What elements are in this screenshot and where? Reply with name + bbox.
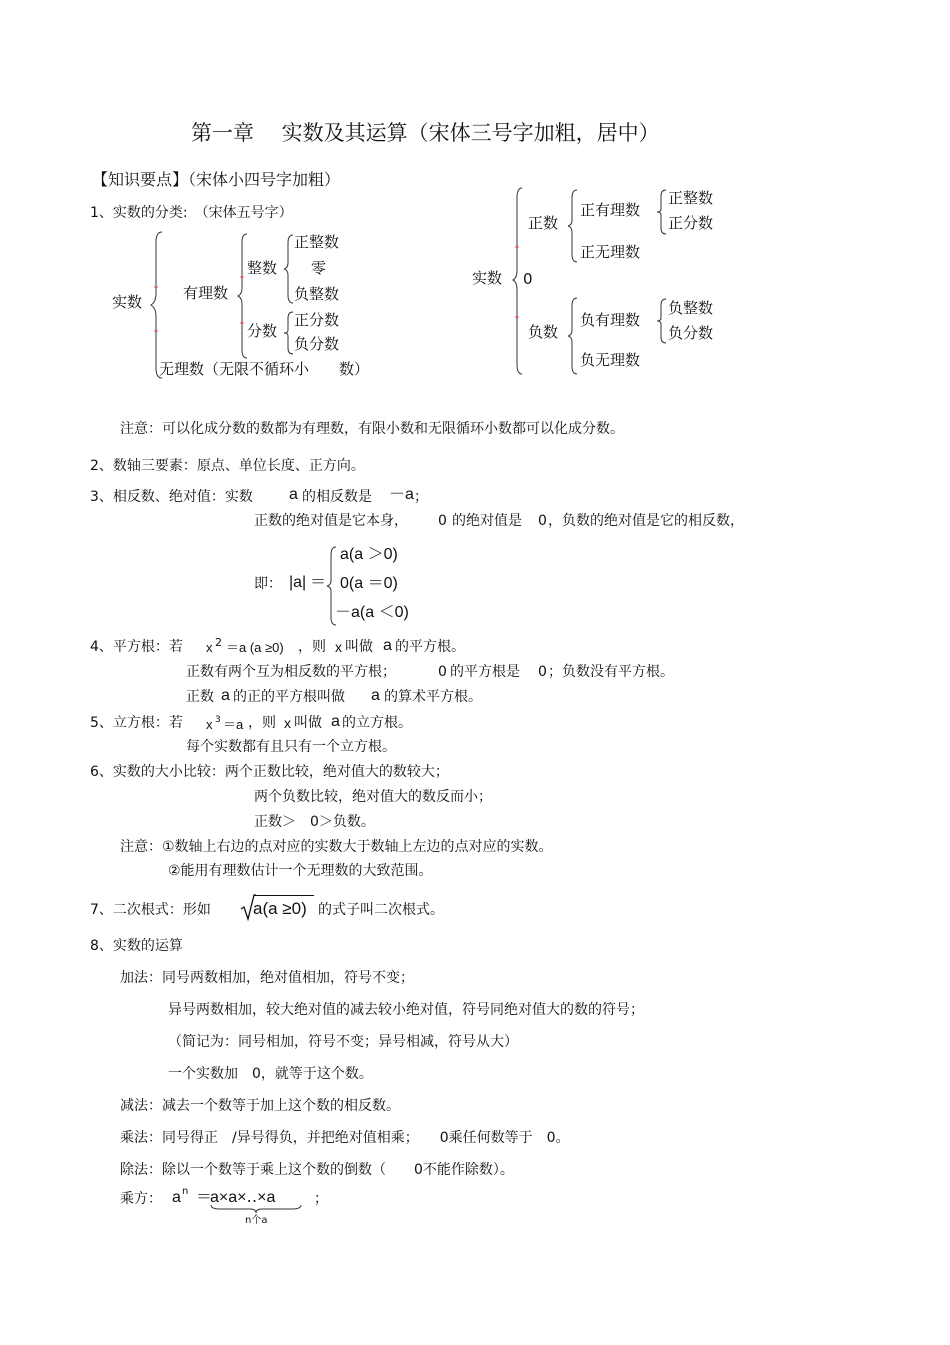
tree1-brace-rational [237,232,249,360]
s8-pow-label: 乘方： [120,1191,162,1207]
s3-case1: a(a ＞0) [340,546,398,563]
s3-abs-a: |a| [289,574,307,591]
tree2-neg-frac: 负分数 [668,324,714,342]
tree2-root: 实数 [472,269,503,287]
s4-line1d: 的平方根。 [395,639,465,655]
s3-semicolon: ； [414,489,428,505]
s5-exp: 3 [215,715,221,725]
tree2-negative: 负数 [528,323,559,341]
s7-line-a: 7、二次根式：形如 [90,902,211,918]
s8-sub: 减法：减去一个数等于加上这个数的相反数。 [120,1098,400,1114]
s6-line3: 正数＞ 0＞负数。 [254,814,375,830]
s3-zero-2: 0 [538,513,547,529]
s4-a-var-2: a [221,687,230,704]
s4-line3c: 的算术平方根。 [384,689,482,705]
s8-add1: 加法：同号两数相加，绝对值相加，符号不变； [120,970,414,986]
s3-line1a: 3、相反数、绝对值：实数 [90,489,253,505]
s8-add4: 一个实数加 0，就等于这个数。 [168,1066,373,1082]
tree1-pos-frac: 正分数 [294,311,340,329]
s5-line1b: ，则 [248,715,276,731]
s8-pow-eq: ＝ [196,1189,213,1206]
s5-a-var: a [331,713,340,730]
s4-zero-2: 0 [538,664,547,680]
s5-cond: ＝a [223,717,244,732]
s8-pow-base: a [172,1189,181,1206]
tree2-neg-irrational: 负无理数 [580,351,641,369]
s7-line-b: 的式子叫二次根式。 [318,902,444,918]
tree1-neg-int: 负整数 [294,285,340,303]
s8-pow-exp: n [182,1186,189,1197]
s3-case3: －a(a ＜0) [335,604,409,621]
s8-pow-product: a×a×‥×a [210,1189,276,1206]
s4-x-var: x [335,639,342,655]
s8-pow-under: n个a [245,1215,268,1226]
tree1-zero: 零 [311,259,327,277]
tree1-fraction: 分数 [247,322,278,340]
s3-line1b: 的相反数是 [302,489,372,505]
s4-a-var: a [383,637,392,654]
s3-equals: ＝ [310,574,327,591]
tree2-brace-neg-rational [656,297,668,345]
s3-neg-a: －a [389,486,414,503]
tree2-brace-positive [567,188,579,264]
s4-line1b: ，则 [298,639,326,655]
s4-zero-1: 0 [438,664,447,680]
s5-x: x [206,717,213,732]
tree2-pos-int: 正整数 [668,189,714,207]
sqrt-vinculum [254,895,314,896]
s8-heading: 8、实数的运算 [90,938,183,954]
tree2-brace-pos-rational [656,188,668,236]
s3-var-a: a [289,486,298,503]
s4-cond: ＝a (a ≥0) [226,640,284,655]
s3-ji: 即： [254,576,282,592]
s4-a-var-3: a [371,687,380,704]
s8-div: 除法：除以一个数等于乘上这个数的倒数（ 0不能作除数）。 [120,1162,514,1178]
s4-exp: 2 [215,636,222,649]
s4-line2b: 的平方根是 [450,664,520,680]
tree2-pos-rational: 正有理数 [580,201,641,219]
tree2-brace-negative [567,296,579,376]
s4-line3b: 的正的平方根叫做 [233,689,345,705]
tree1-pos-int: 正整数 [294,233,340,251]
s5-line1d: 的立方根。 [342,715,412,731]
s4-x: x [206,640,213,655]
tree1-root: 实数 [112,293,143,311]
tree1-brace-root [150,230,164,380]
tree1-neg-frac: 负分数 [294,335,340,353]
knowledge-heading: 【知识要点】（宋体小四号字加粗） [92,170,341,189]
tree2-positive: 正数 [528,214,559,232]
s8-add2: 异号两数相加，较大绝对值的减去较小绝对值，符号同绝对值大的数的符号； [168,1002,644,1018]
tree2-pos-frac: 正分数 [668,214,714,232]
s6-note1: 注意：①数轴上右边的点对应的实数大于数轴上左边的点对应的实数。 [120,839,553,855]
s5-x-var: x [284,715,291,731]
page-title: 第一章 实数及其运算（宋体三号字加粗，居中） [191,121,660,145]
s5-line1c: 叫做 [294,715,322,731]
s8-add3: （简记为：同号相加，符号不变；异号相减，符号从大） [168,1034,518,1050]
s4-line1c: 叫做 [345,639,373,655]
tree2-neg-int: 负整数 [668,299,714,317]
s4-line1a: 4、平方根：若 [90,639,183,655]
s3-line2a: 正数的绝对值是它本身， [254,513,408,529]
tree1-irrational: 无理数（无限不循环小 数） [159,360,370,378]
s3-case2: 0(a ＝0) [340,575,398,592]
tree2-neg-rational: 负有理数 [580,311,641,329]
s5-line1a: 5、立方根：若 [90,715,183,731]
s4-line2a: 正数有两个互为相反数的平方根； [186,664,396,680]
tree1-rational: 有理数 [183,284,229,302]
s3-line2b: 的绝对值是 [452,513,522,529]
s4-line3a: 正数 [186,689,214,705]
s2-text: 2、数轴三要素：原点、单位长度、正方向。 [90,458,365,474]
tree1-integer: 整数 [247,259,278,277]
s8-mul: 乘法：同号得正 /异号得负，并把绝对值相乘； 0乘任何数等于 0。 [120,1130,570,1146]
s1-note: 注意：可以化成分数的数都为有理数，有限小数和无限循环小数都可以化成分数。 [120,421,624,437]
s4-line2c: ；负数没有平方根。 [548,664,674,680]
tree2-zero: 0 [523,270,533,288]
s8-pow-semi: ； [314,1191,328,1207]
s1-heading: 1、实数的分类: （宋体五号字） [90,205,293,221]
s5-line2: 每个实数都有且只有一个立方根。 [186,739,396,755]
s6-line1: 6、实数的大小比较：两个正数比较，绝对值大的数较大； [90,764,449,780]
s3-line2c: ，负数的绝对值是它的相反数， [548,513,744,529]
s7-sqrt-expr: a(a ≥0) [253,899,307,918]
s6-line2: 两个负数比较，绝对值大的数反而小； [254,789,492,805]
s3-zero-1: 0 [438,513,447,529]
tree2-pos-irrational: 正无理数 [580,243,641,261]
s6-note2: ②能用有理数估计一个无理数的大致范围。 [168,863,433,879]
